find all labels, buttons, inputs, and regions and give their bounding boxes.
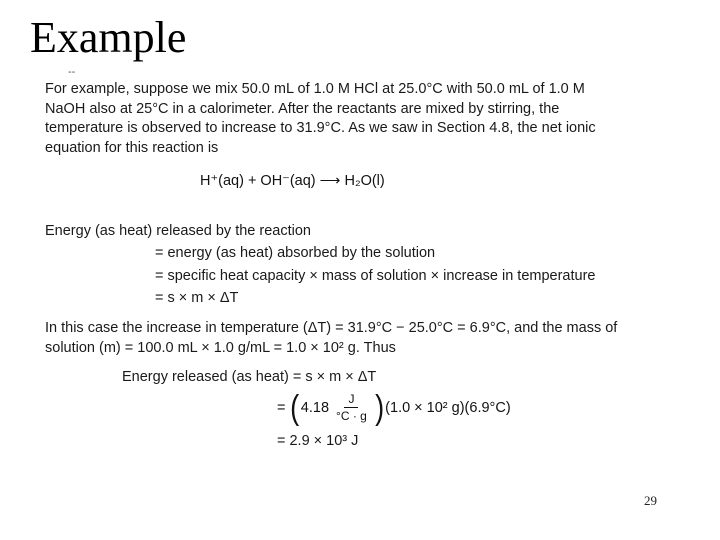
calc-result: = 2.9 × 10³ J <box>277 433 359 449</box>
page-number: 29 <box>644 493 657 508</box>
calc-line-1: Energy released (as heat) = s × m × ΔT <box>122 369 377 385</box>
derivation-line-4: = s × m × ΔT <box>155 290 239 306</box>
case-paragraph: In this case the increase in temperature (ΔT) = 31.9°C − 25.0°C = 6.9°C, and the mass of solution (m) = 100.0 mL × 1.0 g/mL = 1.0 × 10² g. Thus <box>45 320 618 356</box>
open-paren: ( <box>290 389 300 427</box>
fraction-denominator: °C · g <box>336 409 367 423</box>
fraction-numerator: J <box>344 392 358 408</box>
equals-sign: = <box>277 400 286 416</box>
calc-line-2 <box>277 389 511 427</box>
close-paren: ) <box>374 389 385 427</box>
unit-fraction <box>332 392 371 424</box>
net-ionic-equation: H⁺(aq) + OH⁻(aq) ⟶ H₂O(l) <box>200 173 385 189</box>
slide-title: Example <box>30 13 187 62</box>
specific-heat-value: 4.18 <box>300 400 330 416</box>
intro-paragraph: For example, suppose we mix 50.0 mL of 1.0 M HCl at 25.0°C with 50.0 mL of 1.0 M NaOH also at 25°C in a calorimeter. After the reactants are mixed by stirring, the temperature is observed to increase to 31.9°C. As we saw in Section 4.8, the net ionic equation for this reaction is <box>45 81 596 156</box>
derivation-line-3: = specific heat capacity × mass of solution × increase in temperature <box>155 268 596 284</box>
decorative-dashes: -- <box>68 66 76 78</box>
derivation-line-1: Energy (as heat) released by the reaction <box>45 223 311 239</box>
mass-and-temp-terms: (1.0 × 10² g)(6.9°C) <box>385 400 511 416</box>
derivation-line-2: = energy (as heat) absorbed by the solution <box>155 245 436 261</box>
